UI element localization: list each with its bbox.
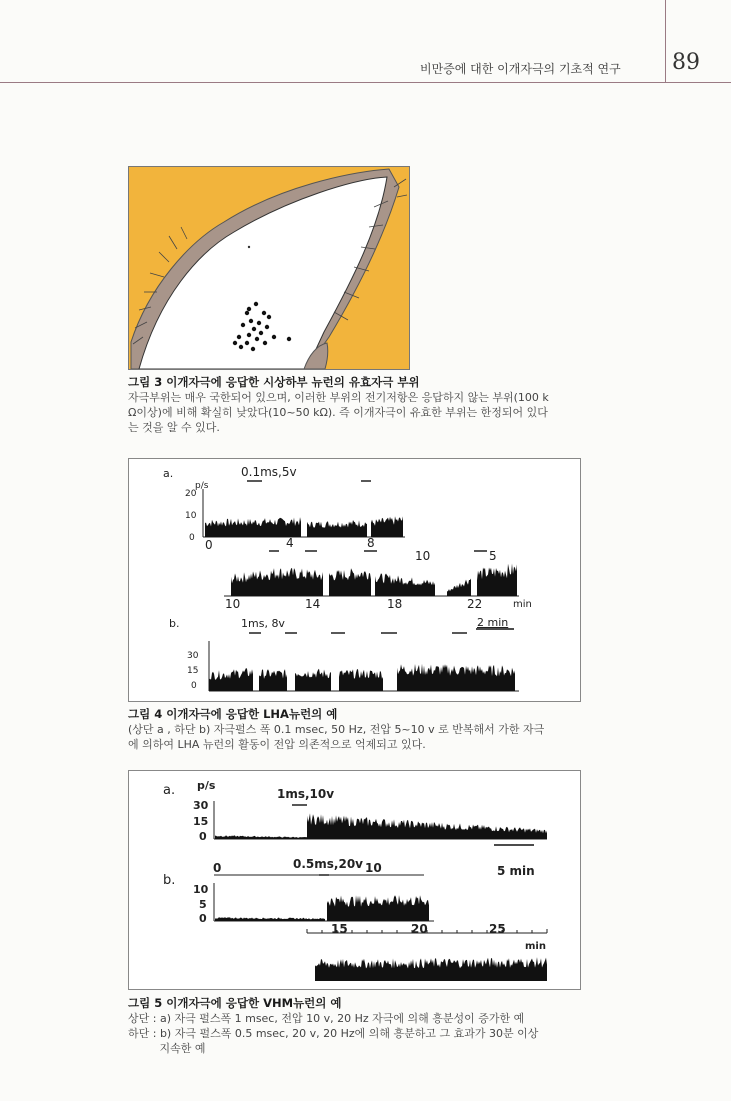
fig3-caption-line: Ω이상)에 비해 확실히 낮았다(10~50 kΩ). 즉 이개자극이 유효한 부위는 한정되어 있다 [128, 406, 548, 419]
fig4-a-trace-row2 [231, 564, 517, 597]
fig4-volt-10: 10 [415, 549, 431, 563]
fig4-time-tick: 8 [367, 536, 375, 550]
fig4-caption [128, 707, 588, 752]
fig4-image [128, 458, 581, 702]
fig4-time-tick: 22 [467, 597, 483, 611]
fig4-caption-line: (상단 a , 하단 b) 자극펄스 폭 0.1 msec, 50 Hz, 전압 5~10 v 로 반복해서 가한 자극 [128, 723, 545, 736]
fig5-ytick: 5 [199, 898, 207, 911]
fig5-caption-line: 하단 : b) 자극 펄스폭 0.5 msec, 20 v, 20 Hz에 의해 흥분하고 그 효과가 30분 이상 [128, 1027, 539, 1040]
fig4-ytick: 30 [187, 651, 199, 661]
fig4-ytick: 20 [185, 489, 197, 499]
fig5-ten: 10 [365, 861, 382, 875]
fig4-b-trace [209, 664, 515, 691]
fig4-ytick: 10 [185, 511, 197, 521]
fig4-time-tick: 4 [286, 536, 294, 550]
fig5-min: min [525, 941, 546, 952]
fig5-b-trace-continued [315, 957, 547, 981]
fig5-time-tick: 25 [489, 922, 506, 936]
fig4-stim-a: 0.1ms,5v [241, 465, 297, 479]
fig5-ytick: 30 [193, 799, 209, 812]
fig5-caption-line: 지속한 예 [128, 1042, 206, 1055]
fig3-image [128, 166, 410, 370]
fig4-time-tick: 14 [305, 597, 321, 611]
fig5-stim-b: 0.5ms,20v [293, 857, 363, 871]
fig4-stim-b: 1ms, 8v [241, 617, 285, 630]
fig3-caption-line: 자극부위는 매우 국한되어 있으며, 이러한 부위의 전기저항은 응답하지 않는 부위(100 k [128, 391, 549, 404]
fig5-b-trace [215, 895, 429, 921]
fig4-time-tick: 0 [205, 538, 213, 552]
fig5-unit: p/s [197, 779, 216, 792]
fig4-time-tick: 10 [225, 597, 241, 611]
fig4-unit: p/s [195, 481, 209, 491]
fig4-label-a: a. [163, 467, 174, 480]
fig4-ytick: 15 [187, 666, 199, 676]
fig5-time-tick: 20 [411, 922, 428, 936]
fig4-caption-title: 그림 4 이개자극에 응답한 LHA뉴런의 예 [128, 707, 338, 721]
fig4-drawing [129, 459, 580, 701]
fig4-scale-bar: 2 min [477, 616, 509, 629]
fig5-zero: 0 [213, 861, 222, 875]
fig5-ytick: 10 [193, 883, 209, 896]
fig5-caption-line: 상단 : a) 자극 펄스폭 1 msec, 전압 10 v, 20 Hz 자극에 의해 흥분성이 증가한 예 [128, 1012, 525, 1025]
fig4-min: min [513, 599, 532, 610]
fig4-a-trace-row1 [205, 516, 403, 537]
fig4-volt-5: 5 [489, 549, 497, 563]
header-rule [0, 82, 731, 83]
fig4-ytick: 0 [189, 533, 195, 543]
running-title: 비만증에 대한 이개자극의 기초적 연구 [420, 62, 621, 76]
fig5-label-b: b. [163, 873, 176, 888]
fig5-image [128, 770, 581, 990]
fig5-ytick: 15 [193, 815, 209, 828]
fig4-time-tick: 18 [387, 597, 403, 611]
fig5-caption [128, 996, 608, 1056]
fig5-a-trace [215, 813, 547, 839]
page-number: 89 [672, 50, 700, 75]
fig5-scale-bar: 5 min [497, 864, 535, 878]
fig3-drawing [129, 167, 409, 369]
fig5-time-tick: 15 [331, 922, 348, 936]
fig4-label-b: b. [169, 617, 180, 630]
header-divider [665, 0, 666, 82]
fig4-caption-line: 에 의하여 LHA 뉴런의 활동이 전압 의존적으로 억제되고 있다. [128, 738, 426, 751]
fig3-caption-line: 는 것을 알 수 있다. [128, 421, 220, 434]
fig5-ytick: 0 [199, 830, 207, 843]
fig5-stim-a: 1ms,10v [277, 787, 335, 801]
fig5-traces [215, 813, 547, 981]
fig3-caption [128, 375, 588, 435]
fig4-ytick: 0 [191, 681, 197, 691]
fig3-caption-title: 그림 3 이개자극에 응답한 시상하부 뉴런의 유효자극 부위 [128, 375, 420, 389]
fig5-caption-title: 그림 5 이개자극에 응답한 VHM뉴런의 예 [128, 996, 342, 1010]
fig5-label-a: a. [163, 783, 176, 798]
fig5-ytick: 0 [199, 912, 207, 925]
